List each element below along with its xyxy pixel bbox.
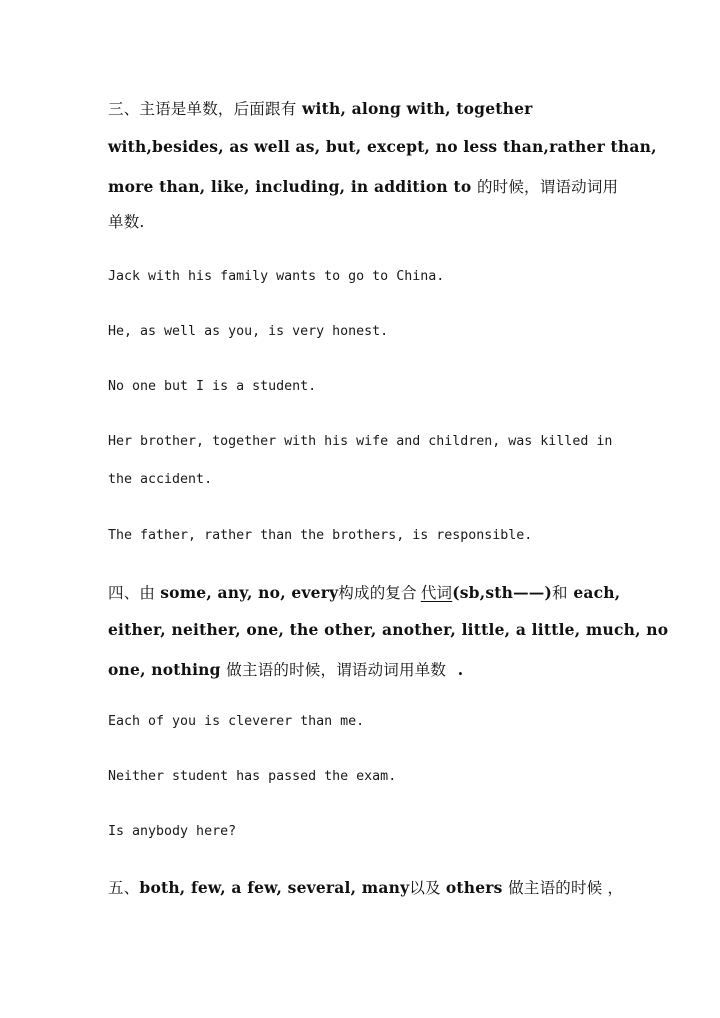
example-four-2: Neither student has passed the exam. <box>108 769 397 784</box>
rule-four-underline: 代词 <box>420 584 453 602</box>
rule-five-heading: 五、 <box>108 879 140 897</box>
rule-four-words-1: some, any, no, every <box>160 583 339 602</box>
rule-five-words-1: both, few, a few, several, many <box>139 878 410 897</box>
rule-four-line-2 <box>108 620 668 639</box>
rule-four-line-3 <box>108 658 463 680</box>
rule-three-suffix: 的时候，谓语动词用 <box>476 178 619 196</box>
rule-three-words-1: with, along with, together <box>296 99 533 118</box>
rule-three-words-2: with,besides, as well as, but, except, no less than,rather than, <box>108 137 657 156</box>
rule-three-line-2 <box>108 137 657 156</box>
rule-three-words-3: more than, like, including, in addition to <box>108 177 477 196</box>
example-three-1: Jack with his family wants to go to China. <box>108 269 445 284</box>
rule-three-line-3 <box>108 175 618 197</box>
example-three-2: He, as well as you, is very honest. <box>108 324 389 339</box>
rule-four-heading: 四、由 <box>108 584 161 602</box>
example-three-3: No one but I is a student. <box>108 379 317 394</box>
rule-four-end: . <box>452 660 464 679</box>
rule-four-tail2: each, <box>567 583 621 602</box>
example-four-3: Is anybody here? <box>108 824 237 839</box>
example-four-1: Each of you is cleverer than me. <box>108 714 365 729</box>
rule-three-heading: 三、主语是单数，后面跟有 <box>108 100 297 118</box>
rule-five-mid: 以及 <box>409 879 446 897</box>
rule-four-words-2: either, neither, one, the other, another, little, a little, much, no <box>108 620 669 639</box>
rule-four-tail-cn: 和 <box>552 584 568 602</box>
rule-four-mid: 构成的复合 <box>338 584 417 602</box>
rule-three-line-4 <box>108 210 145 232</box>
rule-five-tail: others <box>445 878 509 897</box>
rule-five-suffix: 做主语的时候 ， <box>508 879 624 897</box>
rule-four-suffix: 做主语的时候，谓语动词用单数 <box>226 661 447 679</box>
rule-four-words-3: one, nothing <box>108 660 227 679</box>
rule-four-line-1 <box>108 581 620 603</box>
example-three-5: the accident. <box>108 472 213 487</box>
example-three-4: Her brother, together with his wife and children, was killed in <box>108 434 613 449</box>
rule-four-tail: (sb,sth——) <box>452 583 553 602</box>
rule-five-line-1 <box>108 876 623 898</box>
rule-three-words-4: 单数. <box>108 213 145 231</box>
example-three-6: The father, rather than the brothers, is responsible. <box>108 528 533 543</box>
rule-three-line-1 <box>108 97 533 119</box>
